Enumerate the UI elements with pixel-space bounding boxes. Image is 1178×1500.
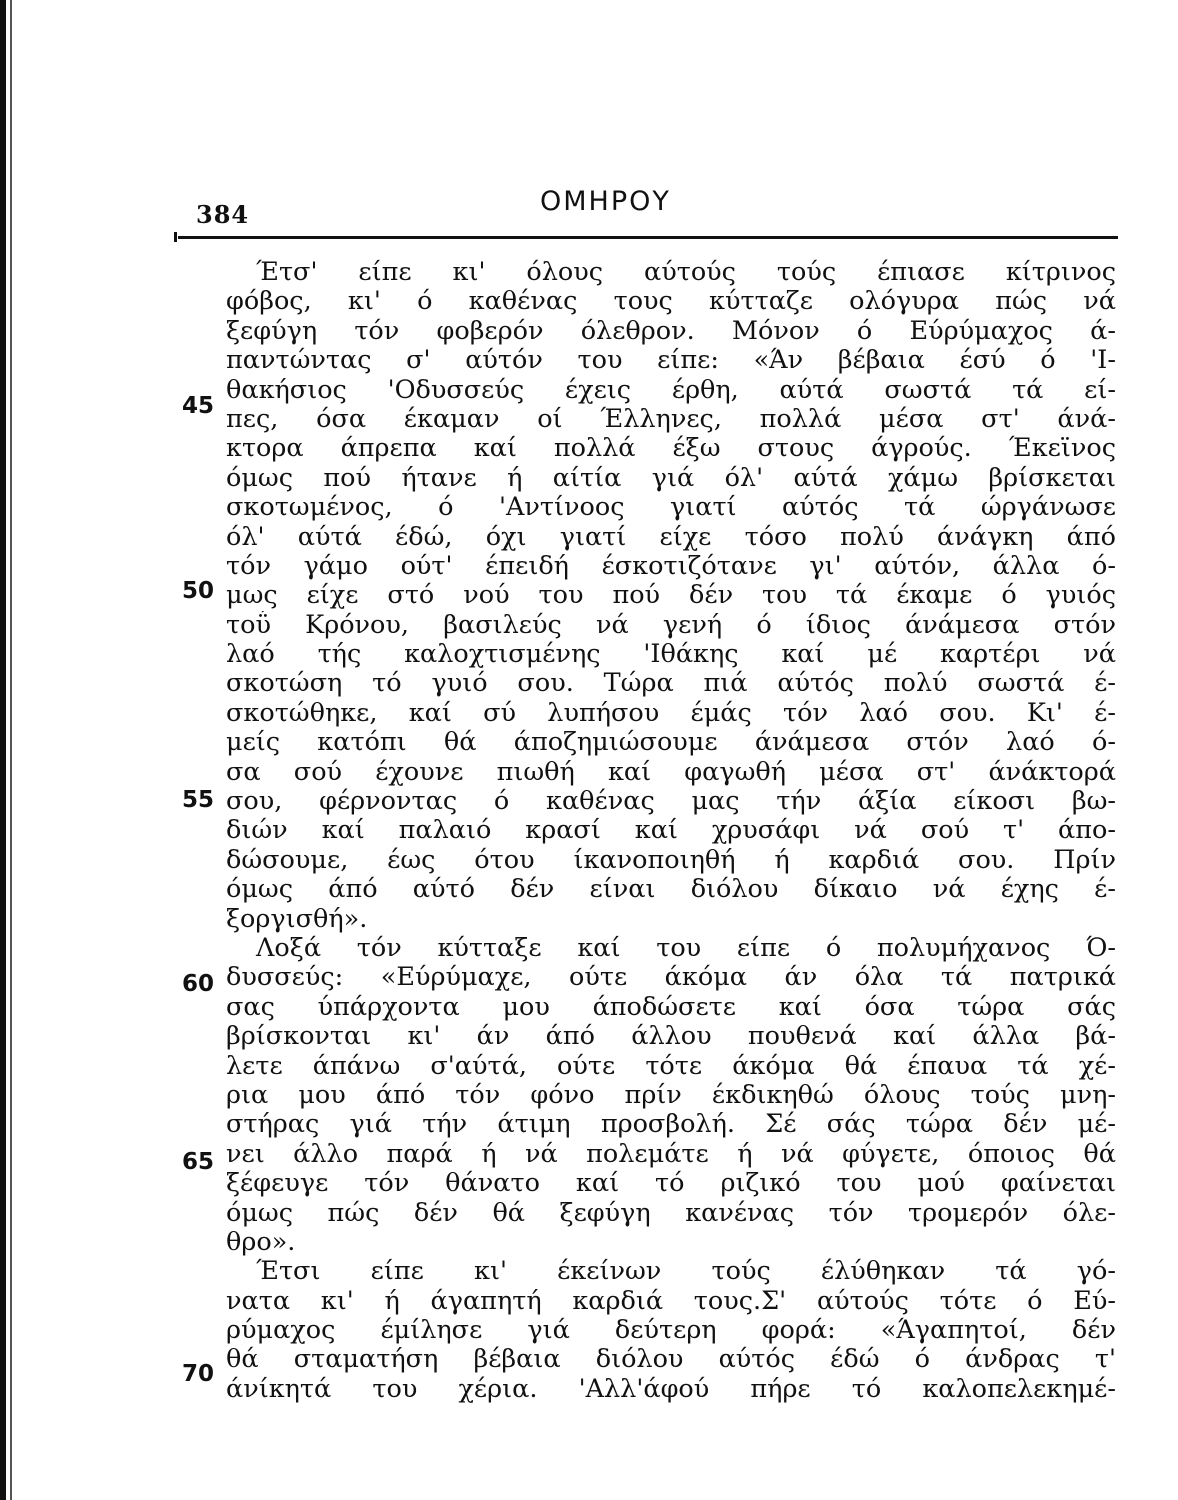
text-line: όλ' αύτά έδώ, όχι γιατί είχε τόσο πολύ άνάγκη άπό	[226, 522, 1116, 552]
margin-line-number: 45	[182, 393, 215, 419]
text-line: σκοτώση τό γυιό σου. Τώρα πιά αύτός πολύ σωστά έ-	[226, 669, 1116, 699]
text-line: βρίσκονται κι' άν άπό άλλου πουθενά καί άλλα βά-	[226, 1022, 1116, 1052]
text-line: Λοξά τόν κύτταξε καί του είπε ό πολυμήχανος Ό-	[256, 933, 1116, 963]
margin-line-number: 70	[182, 1361, 215, 1387]
text-line: σας ύπάρχοντα μου άποδώσετε καί όσα τώρα σάς	[226, 992, 1116, 1022]
text-line: λετε άπάνω σ'αύτά, ούτε τότε άκόμα θά έπαυα τά χέ-	[226, 1051, 1116, 1081]
body-text	[226, 258, 1116, 1404]
text-line: μως είχε στό νού του πού δέν του τά έκαμε ό γυιός	[226, 581, 1116, 611]
binding-edge-inner	[10, 0, 12, 1500]
text-line: παντώντας σ' αύτόν του είπε: «Άν βέβαια έσύ ό 'Ι-	[226, 346, 1116, 376]
text-line: άνίκητά του χέρια. 'Αλλ'άφού πήρε τό καλοπελεκημέ-	[226, 1374, 1116, 1404]
text-line: ρύμαχος έμίλησε γιά δεύτερη φορά: «Άγαπητοί, δέν	[226, 1316, 1116, 1346]
text-line: όμως πού ήτανε ή αίτία γιά όλ' αύτά χάμω βρίσκεται	[226, 463, 1116, 493]
margin-line-number: 55	[182, 787, 215, 813]
text-line: δώσουμε, έως ότου ίκανοποιηθή ή καρδιά σου. Πρίν	[226, 845, 1116, 875]
text-line: λαό τής καλοχτισμένης 'Ιθάκης καί μέ καρτέρι νά	[226, 640, 1116, 670]
header-rule	[178, 236, 1118, 239]
text-line: όμως άπό αύτό δέν είναι διόλου δίκαιο νά έχης έ-	[226, 875, 1116, 905]
binding-edge	[0, 0, 6, 1500]
text-line: σκοτώθηκε, καί σύ λυπήσου έμάς τόν λαό σου. Κι' έ-	[226, 698, 1116, 728]
text-line: θά σταματήση βέβαια διόλου αύτός έδώ ό άνδρας τ'	[226, 1345, 1116, 1375]
text-line: φόβος, κι' ό καθένας τους κύτταζε ολόγυρα πώς νά	[226, 287, 1116, 317]
text-line: κτορα άπρεπα καί πολλά έξω στους άγρούς. Έκεϊνος	[226, 434, 1116, 464]
text-line: θακήσιος 'Οδυσσεύς έχεις έρθη, αύτά σωστά τά εί-	[226, 375, 1116, 405]
text-line: πες, όσα έκαμαν οί Έλληνες, πολλά μέσα στ' άνά-	[226, 404, 1116, 434]
text-line: ξοργισθή».	[226, 904, 368, 934]
margin-line-number: 60	[182, 971, 215, 997]
text-line: διών καί παλαιό κρασί καί χρυσάφι νά σού τ' άπο-	[226, 816, 1116, 846]
text-line: θρο».	[226, 1227, 296, 1257]
text-line: σου, φέρνοντας ό καθένας μας τήν άξία είκοσι βω-	[226, 787, 1116, 817]
margin-line-number: 50	[182, 578, 215, 604]
text-line: τόν γάμο ούτ' έπειδή έσκοτιζότανε γι' αύτόν, άλλα ό-	[226, 551, 1116, 581]
text-line: νατα κι' ή άγαπητή καρδιά τους.Σ' αύτούς τότε ό Εύ-	[226, 1286, 1116, 1316]
text-line: όμως πώς δέν θά ξεφύγη κανένας τόν τρομερόν όλε-	[226, 1198, 1116, 1228]
running-head: ΟΜΗΡΟΥ	[540, 186, 671, 217]
text-line: Έτσ' είπε κι' όλους αύτούς τούς έπιασε κίτρινος	[256, 258, 1116, 287]
text-line: ρια μου άπό τόν φόνο πρίν έκδικηθώ όλους τούς μνη-	[226, 1080, 1116, 1110]
text-line: ξέφευγε τόν θάνατο καί τό ριζικό του μού φαίνεται	[226, 1169, 1116, 1199]
margin-line-number: 65	[182, 1149, 215, 1175]
text-line: στήρας γιά τήν άτιμη προσβολή. Σέ σάς τώρα δέν μέ-	[226, 1110, 1116, 1140]
text-line: νει άλλο παρά ή νά πολεμάτε ή νά φύγετε, όποιος θά	[226, 1139, 1116, 1169]
text-line: σκοτωμένος, ό 'Αντίνοος γιατί αύτός τά ώργάνωσε	[226, 493, 1116, 523]
page-number: 384	[196, 200, 250, 229]
text-line: Έτσι είπε κι' έκείνων τούς έλύθηκαν τά γό-	[256, 1257, 1116, 1287]
text-line: σα σού έχουνε πιωθή καί φαγωθή μέσα στ' άνάκτορά	[226, 757, 1116, 787]
text-line: τοΰ Κρόνου, βασιλεύς νά γενή ό ίδιος άνάμεσα στόν	[226, 610, 1116, 640]
text-line: δυσσεύς: «Εύρύμαχε, ούτε άκόμα άν όλα τά πατρικά	[226, 963, 1116, 993]
text-line: μείς κατόπι θά άποζημιώσουμε άνάμεσα στόν λαό ό-	[226, 728, 1116, 758]
text-line: ξεφύγη τόν φοβερόν όλεθρον. Μόνον ό Εύρύμαχος ά-	[226, 316, 1116, 346]
